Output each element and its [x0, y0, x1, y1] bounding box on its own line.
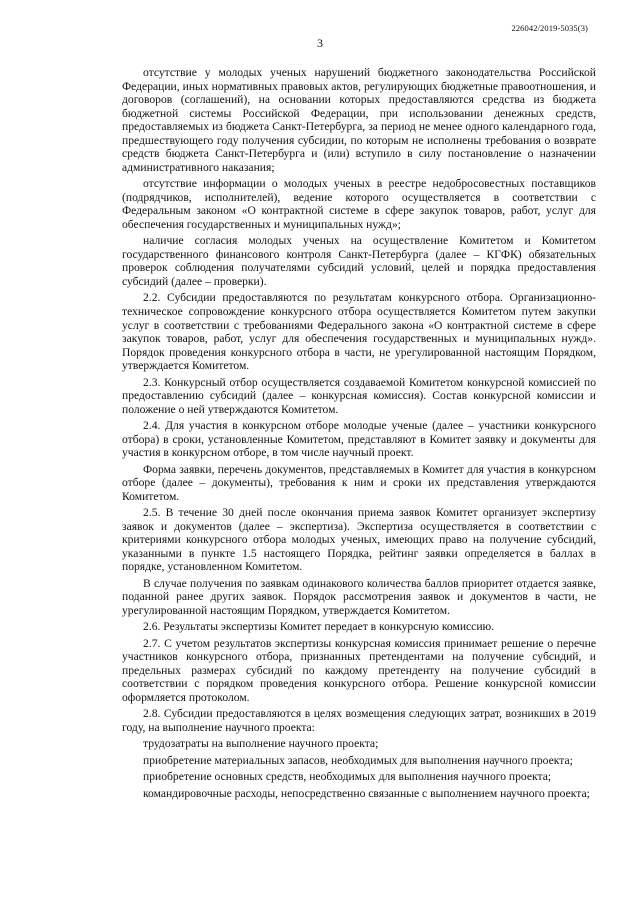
paragraph: Форма заявки, перечень документов, представляемых в Комитет для участия в конкурсном отборе (далее – документы), требования к ним и сроки их представления утверждаются Комитетом.: [122, 462, 596, 503]
paragraph: 2.2. Субсидии предоставляются по результатам конкурсного отбора. Организационно-техническое сопровождение конкурсного отбора осуществляется Комитетом путем закупки услуг в соответствии с требованиями Федерального закона «О контрактной системе в сфере закупок товаров, работ, услуг для обеспечения государственных и муниципальных нужд». Порядок проведения конкурсного отбора в части, не урегулированной настоящим Порядком, утверждается Комитетом.: [122, 291, 596, 373]
paragraph: приобретение основных средств, необходимых для выполнения научного проекта;: [143, 770, 552, 784]
paragraph: 2.7. С учетом результатов экспертизы конкурсная комиссия принимает решение о перечне участников конкурсного отбора, признанных претендентами на получение субсидий, и предельных размерах субсидий по каждому претенденту на получение субсидий в соответствии с порядком проведения конкурсного отбора. Решение конкурсной комиссии оформляется протоколом.: [122, 636, 596, 704]
document-number: 226042/2019-5035(3): [511, 23, 588, 33]
paragraph: 2.8. Субсидии предоставляются в целях возмещения следующих затрат, возникших в 2019 году, на выполнение научного проекта:: [122, 707, 596, 734]
paragraph: 2.4. Для участия в конкурсном отборе молодые ученые (далее – участники конкурсного отбора) в сроки, установленные Комитетом, представляют в Комитет заявку и документы для участия в конкурсном отборе, в том числе научный проект.: [122, 419, 596, 460]
paragraph: отсутствие у молодых ученых нарушений бюджетного законодательства Российской Федерации, иных нормативных правовых актов, регулирующих бюджетные правоотношения, и договоров (соглашений), на основании которых предоставляются средства из бюджета бюджетной системы Российской Федерации, при использовании денежных средств, предоставляемых из бюджета Санкт-Петербурга, за период не менее одного календарного года, предшествующего году получения субсидии, по которым не исполнены требования о возврате средств бюджета Санкт-Петербурга и (или) вступило в силу постановление о назначении административного наказания;: [122, 66, 596, 174]
paragraph: 2.6. Результаты экспертизы Комитет передает в конкурсную комиссию.: [143, 620, 495, 634]
paragraph: 2.3. Конкурсный отбор осуществляется создаваемой Комитетом конкурсной комиссией по предоставлению субсидий (далее – конкурсная комиссия). Состав конкурсной комиссии и положение о ней утверждаются Комитетом.: [122, 375, 596, 416]
paragraph: трудозатраты на выполнение научного проекта;: [143, 737, 379, 751]
paragraph: командировочные расходы, непосредственно связанные с выполнением научного проекта;: [143, 786, 590, 800]
paragraph: приобретение материальных запасов, необходимых для выполнения научного проекта;: [143, 753, 573, 767]
paragraph: отсутствие информации о молодых ученых в реестре недобросовестных поставщиков (подрядчиков, исполнителей), ведение которого осуществляется в соответствии с Федеральным законом «О контрактной системе в сфере закупок товаров, работ, услуг для обеспечения государственных и муниципальных нужд»;: [122, 177, 596, 231]
paragraph: наличие согласия молодых ученых на осуществление Комитетом и Комитетом государственного финансового контроля Санкт-Петербурга (далее – КГФК) обязательных проверок соблюдения получателями субсидий условий, целей и порядка предоставления субсидий (далее – проверки).: [122, 234, 596, 288]
document-body: [122, 66, 596, 803]
paragraph: В случае получения по заявкам одинакового количества баллов приоритет отдается заявке, поданной ранее других заявок. Порядок рассмотрения заявок и документов в части, не урегулированной настоящим Порядком, утверждается Комитетом.: [122, 576, 596, 617]
paragraph: 2.5. В течение 30 дней после окончания приема заявок Комитет организует экспертизу заявок и документов (далее – экспертиза). Экспертиза осуществляется в соответствии с критериями конкурсного отбора молодых ученых, имеющих право на получение субсидий, указанными в пункте 1.5 настоящего Порядка, рейтинг заявки определяется в баллах в порядке, установленном Комитетом.: [122, 506, 596, 574]
page-number: 3: [317, 36, 323, 50]
